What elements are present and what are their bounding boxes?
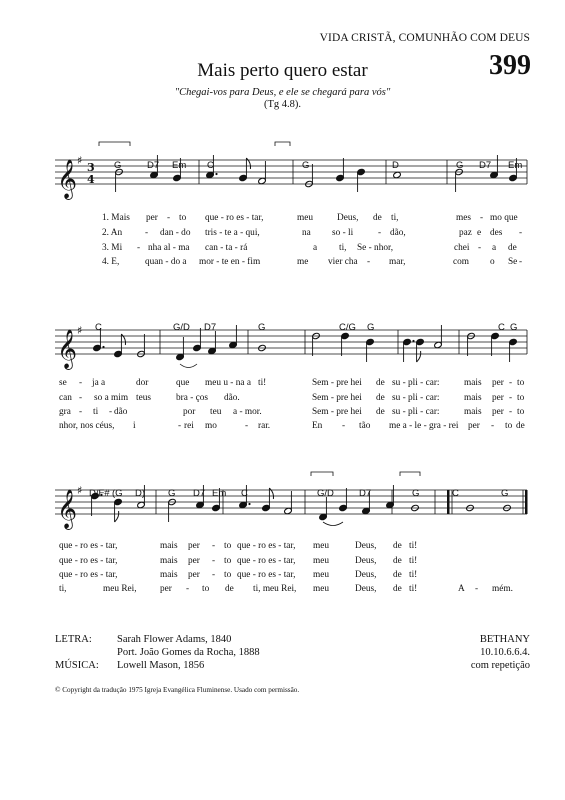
epigraph: "Chegai-vos para Deus, e ele se chegará para vós"	[174, 87, 391, 98]
lyric-syllable: Deus,	[355, 556, 377, 566]
lyric-syllable: -	[342, 421, 346, 431]
chord-bracket	[400, 472, 420, 476]
lyric-syllable: que - ro es - tar,	[59, 556, 118, 566]
lyric-syllable: to	[224, 570, 232, 580]
lyric-syllable: per	[188, 541, 200, 551]
key-signature-sharp-icon: ♯	[77, 324, 83, 337]
lyric-syllable: mais	[160, 556, 178, 566]
lyric-syllable: o	[490, 257, 495, 267]
chord-symbol: (G	[112, 488, 123, 499]
lyric-syllable: de	[225, 584, 234, 594]
lyric-syllable: i	[133, 421, 136, 431]
section-heading: VIDA CRISTÃ, COMUNHÃO COM DEUS	[319, 32, 530, 44]
treble-clef-icon: 𝄞	[57, 329, 78, 369]
lyric-syllable: mais	[464, 407, 482, 417]
lyric-syllable: de	[508, 243, 517, 253]
translation-credit: Port. João Gomes da Rocha, 1888	[117, 647, 260, 658]
music-credit-label: MÚSICA:	[55, 660, 99, 671]
chord-bracket	[99, 142, 130, 146]
lyric-syllable: a	[492, 243, 497, 253]
lyric-syllable: -	[145, 228, 149, 238]
lyric-syllable: Sem - pre hei	[312, 378, 362, 388]
lyric-syllable: -	[178, 421, 182, 431]
lyric-syllable: to	[179, 213, 187, 223]
lyric-syllable: se	[59, 378, 67, 388]
time-signature-top: 3	[87, 161, 95, 174]
lyric-syllable: que - ro es - tar,	[59, 541, 118, 551]
lyric-syllable: mo que	[490, 213, 518, 223]
chord-symbol: G	[367, 322, 375, 333]
lyric-syllable: de	[393, 541, 402, 551]
lyric-syllable: -	[367, 257, 371, 267]
chord-symbol: G	[114, 160, 122, 171]
lyric-syllable: meu	[313, 556, 330, 566]
time-signature-bottom: 4	[87, 173, 95, 186]
lyric-syllable: -	[212, 570, 216, 580]
note-dot	[412, 340, 414, 342]
chord-symbol: C/G	[339, 322, 356, 333]
lyric-syllable: Sem - pre hei	[312, 393, 362, 403]
lyric-syllable: 2. An	[102, 228, 123, 238]
lyric-syllable: ti,	[59, 584, 67, 594]
lyric-syllable: ti	[93, 407, 99, 417]
lyric-syllable: to	[517, 378, 525, 388]
lyric-syllable: chei	[454, 243, 470, 253]
lyric-syllable: meu u - na a	[205, 378, 251, 388]
lyric-syllable: mais	[160, 570, 178, 580]
lyric-syllable: de	[376, 393, 385, 403]
chord-symbol: D)	[135, 488, 146, 499]
lyric-syllable: Deus,	[355, 541, 377, 551]
lyric-syllable: -	[509, 393, 513, 403]
lyric-syllable: to	[517, 407, 525, 417]
chord-symbol: C	[207, 160, 214, 171]
lyric-syllable: -	[79, 393, 83, 403]
lyric-syllable: bra - ços	[176, 393, 209, 403]
lyric-syllable: per	[188, 570, 200, 580]
lyric-syllable: gra	[59, 407, 71, 417]
lyric-syllable: to	[202, 584, 210, 594]
chord-symbol: G	[168, 488, 176, 499]
lyric-syllable: ja a	[92, 378, 106, 388]
lyric-syllable: com	[453, 257, 470, 267]
lyric-syllable: -	[519, 257, 523, 267]
chord-symbol: C	[95, 322, 102, 333]
lyric-syllable: de	[393, 556, 402, 566]
lyric-syllable: que - ro es - tar,	[59, 570, 118, 580]
lyric-syllable: mais	[464, 393, 482, 403]
lyric-syllable: mes	[456, 213, 471, 223]
lyric-syllable: vier cha	[328, 257, 358, 267]
lyric-syllable: so - li	[332, 228, 354, 238]
lyric-syllable: Se	[508, 257, 518, 267]
lyric-syllable: per	[468, 421, 480, 431]
chord-symbol: G	[302, 160, 310, 171]
lyric-syllable: rei	[184, 421, 194, 431]
chord-symbol: Em	[172, 160, 187, 171]
chord-symbol: G/D	[173, 322, 190, 333]
lyric-syllable: -	[212, 556, 216, 566]
lyric-syllable: Se - nhor,	[357, 243, 394, 253]
lyric-syllable: -	[378, 228, 382, 238]
lyric-syllable: tris - te a - qui,	[205, 228, 260, 238]
lyric-syllable: -	[491, 421, 495, 431]
tune-name: BETHANY	[479, 634, 530, 645]
lyric-syllable: ti!	[258, 378, 267, 388]
lyric-syllable: to	[224, 541, 232, 551]
lyric-syllable: des	[490, 228, 503, 238]
lyric-syllable: dor	[136, 378, 149, 388]
chord-symbol: C	[452, 488, 459, 499]
lyric-syllable: per	[492, 378, 504, 388]
lyrics-author: Sarah Flower Adams, 1840	[117, 634, 232, 645]
lyric-syllable: ti,	[391, 213, 399, 223]
chord-symbol: D7	[147, 160, 160, 171]
music-staff-system-3	[0, 480, 565, 550]
hymn-title: Mais perto quero estar	[197, 60, 368, 81]
lyric-syllable: -	[79, 378, 83, 388]
lyric-syllable: per	[160, 584, 172, 594]
note-dot	[102, 346, 104, 348]
repeat-note: com repetição	[470, 660, 530, 671]
note-dot	[215, 173, 217, 175]
lyric-syllable: que - ro es - tar,	[237, 556, 296, 566]
slur	[323, 522, 343, 526]
lyric-syllable: mém.	[492, 584, 513, 594]
lyric-syllable: meu	[313, 570, 330, 580]
lyric-syllable: que - ro es - tar,	[205, 213, 264, 223]
lyric-syllable: que - ro es - tar,	[237, 570, 296, 580]
lyric-syllable: to	[505, 421, 513, 431]
note-flag	[417, 351, 421, 362]
lyric-syllable: Deus,	[355, 584, 377, 594]
lyric-syllable: per	[146, 213, 158, 223]
lyric-syllable: tão	[359, 421, 371, 431]
lyric-syllable: -	[509, 378, 513, 388]
lyric-syllable: -	[480, 213, 484, 223]
chord-symbol: Em	[508, 160, 523, 171]
lyric-syllable: dan - do	[160, 228, 191, 238]
lyric-syllable: -	[519, 228, 523, 238]
lyric-syllable: teu	[210, 407, 222, 417]
chord-symbol: D	[392, 160, 399, 171]
lyric-syllable: to	[224, 556, 232, 566]
lyric-syllable: -	[109, 407, 113, 417]
lyric-syllable: -	[167, 213, 171, 223]
chord-symbol: D/F#	[89, 488, 110, 499]
chord-bracket	[311, 472, 333, 476]
lyric-syllable: 1. Mais	[102, 213, 130, 223]
lyric-syllable: mais	[160, 541, 178, 551]
lyric-syllable: meu Rei,	[103, 584, 137, 594]
lyric-syllable: mo	[205, 421, 217, 431]
chord-symbol: Em	[212, 488, 227, 499]
lyric-syllable: dão,	[390, 228, 406, 238]
chord-symbol: G/D	[317, 488, 334, 499]
lyric-syllable: na	[302, 228, 311, 238]
lyric-syllable: per	[492, 407, 504, 417]
hymn-number: 399	[489, 50, 531, 81]
lyric-syllable: paz	[459, 228, 472, 238]
lyric-syllable: por	[183, 407, 196, 417]
lyric-syllable: ti!	[409, 541, 418, 551]
lyric-syllable: me	[297, 257, 309, 267]
lyric-syllable: su - pli - car:	[392, 393, 440, 403]
lyric-syllable: -	[245, 421, 249, 431]
lyric-syllable: de	[393, 584, 402, 594]
chord-bracket	[275, 142, 290, 146]
lyric-syllable: que - ro es - tar,	[237, 541, 296, 551]
lyric-syllable: -	[478, 243, 482, 253]
lyric-syllable: -	[212, 541, 216, 551]
lyric-syllable: Deus,	[355, 570, 377, 580]
lyric-syllable: quan - do a	[145, 257, 187, 267]
lyric-syllable: su - pli - car:	[392, 407, 440, 417]
lyric-syllable: nha al - ma	[148, 243, 190, 253]
lyric-syllable: ti, meu Rei,	[253, 584, 297, 594]
lyric-syllable: -	[509, 407, 513, 417]
lyric-syllable: rar.	[258, 421, 271, 431]
lyric-syllable: Sem - pre hei	[312, 407, 362, 417]
chord-symbol: D7	[479, 160, 492, 171]
lyric-syllable: dão	[114, 407, 128, 417]
lyric-syllable: mor - te en - fim	[199, 257, 261, 267]
key-signature-sharp-icon: ♯	[77, 154, 83, 167]
lyric-syllable: meu	[313, 541, 330, 551]
chord-symbol: G	[412, 488, 420, 499]
final-bar-line-thick	[525, 490, 528, 514]
lyric-syllable: de	[373, 213, 382, 223]
lyric-syllable: e	[477, 228, 482, 238]
key-signature-sharp-icon: ♯	[77, 484, 83, 497]
lyric-syllable: meu	[297, 213, 314, 223]
lyric-syllable: meu	[313, 584, 330, 594]
lyric-syllable: -	[475, 584, 479, 594]
lyric-syllable: de	[376, 378, 385, 388]
lyric-syllable: de	[376, 407, 385, 417]
chord-symbol: G	[456, 160, 464, 171]
chord-symbol: D7	[359, 488, 372, 499]
chord-symbol: C	[241, 488, 248, 499]
chord-symbol: G	[510, 322, 518, 333]
lyric-syllable: de	[516, 421, 525, 431]
music-composer: Lowell Mason, 1856	[117, 660, 205, 671]
lyric-syllable: A	[458, 584, 465, 594]
lyrics-credit-label: LETRA:	[55, 634, 92, 645]
meter: 10.10.6.6.4.	[480, 647, 530, 658]
lyric-syllable: a	[313, 243, 318, 253]
chord-symbol: D7	[193, 488, 206, 499]
lyric-syllable: Deus,	[337, 213, 359, 223]
treble-clef-icon: 𝄞	[57, 489, 78, 529]
lyric-syllable: -	[79, 407, 83, 417]
lyric-syllable: a - mor.	[233, 407, 262, 417]
slur	[180, 364, 197, 368]
lyric-syllable: can	[59, 393, 72, 403]
lyric-syllable: nhor, nos céus,	[59, 421, 115, 431]
lyric-syllable: 3. Mi	[102, 243, 123, 253]
lyric-syllable: to	[517, 393, 525, 403]
lyric-syllable: -	[137, 243, 141, 253]
lyric-syllable: per	[188, 556, 200, 566]
chord-symbol: C	[498, 322, 505, 333]
chord-symbol: G	[258, 322, 266, 333]
lyric-syllable: per	[492, 393, 504, 403]
note-head	[393, 171, 402, 178]
note-flag	[115, 511, 119, 522]
lyric-syllable: 4. E,	[102, 257, 120, 267]
copyright-notice: © Copyright da tradução 1975 Igreja Evangélica Fluminense. Usado com permissão.	[55, 686, 300, 694]
lyric-syllable: me a - le - gra - rei	[389, 421, 459, 431]
lyric-syllable: -	[186, 584, 190, 594]
note-dot	[248, 503, 250, 505]
lyric-syllable: su - pli - car:	[392, 378, 440, 388]
lyric-syllable: En	[312, 421, 323, 431]
lyric-syllable: mar,	[389, 257, 406, 267]
lyric-syllable: ti!	[409, 584, 418, 594]
treble-clef-icon: 𝄞	[57, 159, 78, 199]
lyric-syllable: ti!	[409, 556, 418, 566]
repeat-bar-thick	[447, 490, 450, 514]
lyric-syllable: can - ta - rá	[205, 243, 248, 253]
lyric-syllable: ti,	[339, 243, 347, 253]
epigraph-reference: (Tg 4.8).	[263, 99, 302, 110]
lyric-syllable: dão.	[224, 393, 240, 403]
chord-symbol: G	[501, 488, 509, 499]
lyric-syllable: que	[176, 378, 190, 388]
lyric-syllable: teus	[136, 393, 151, 403]
chord-symbol: D7	[204, 322, 217, 333]
lyric-syllable: ti!	[409, 570, 418, 580]
lyric-syllable: de	[393, 570, 402, 580]
lyric-syllable: so a mim	[94, 393, 129, 403]
lyric-syllable: mais	[464, 378, 482, 388]
